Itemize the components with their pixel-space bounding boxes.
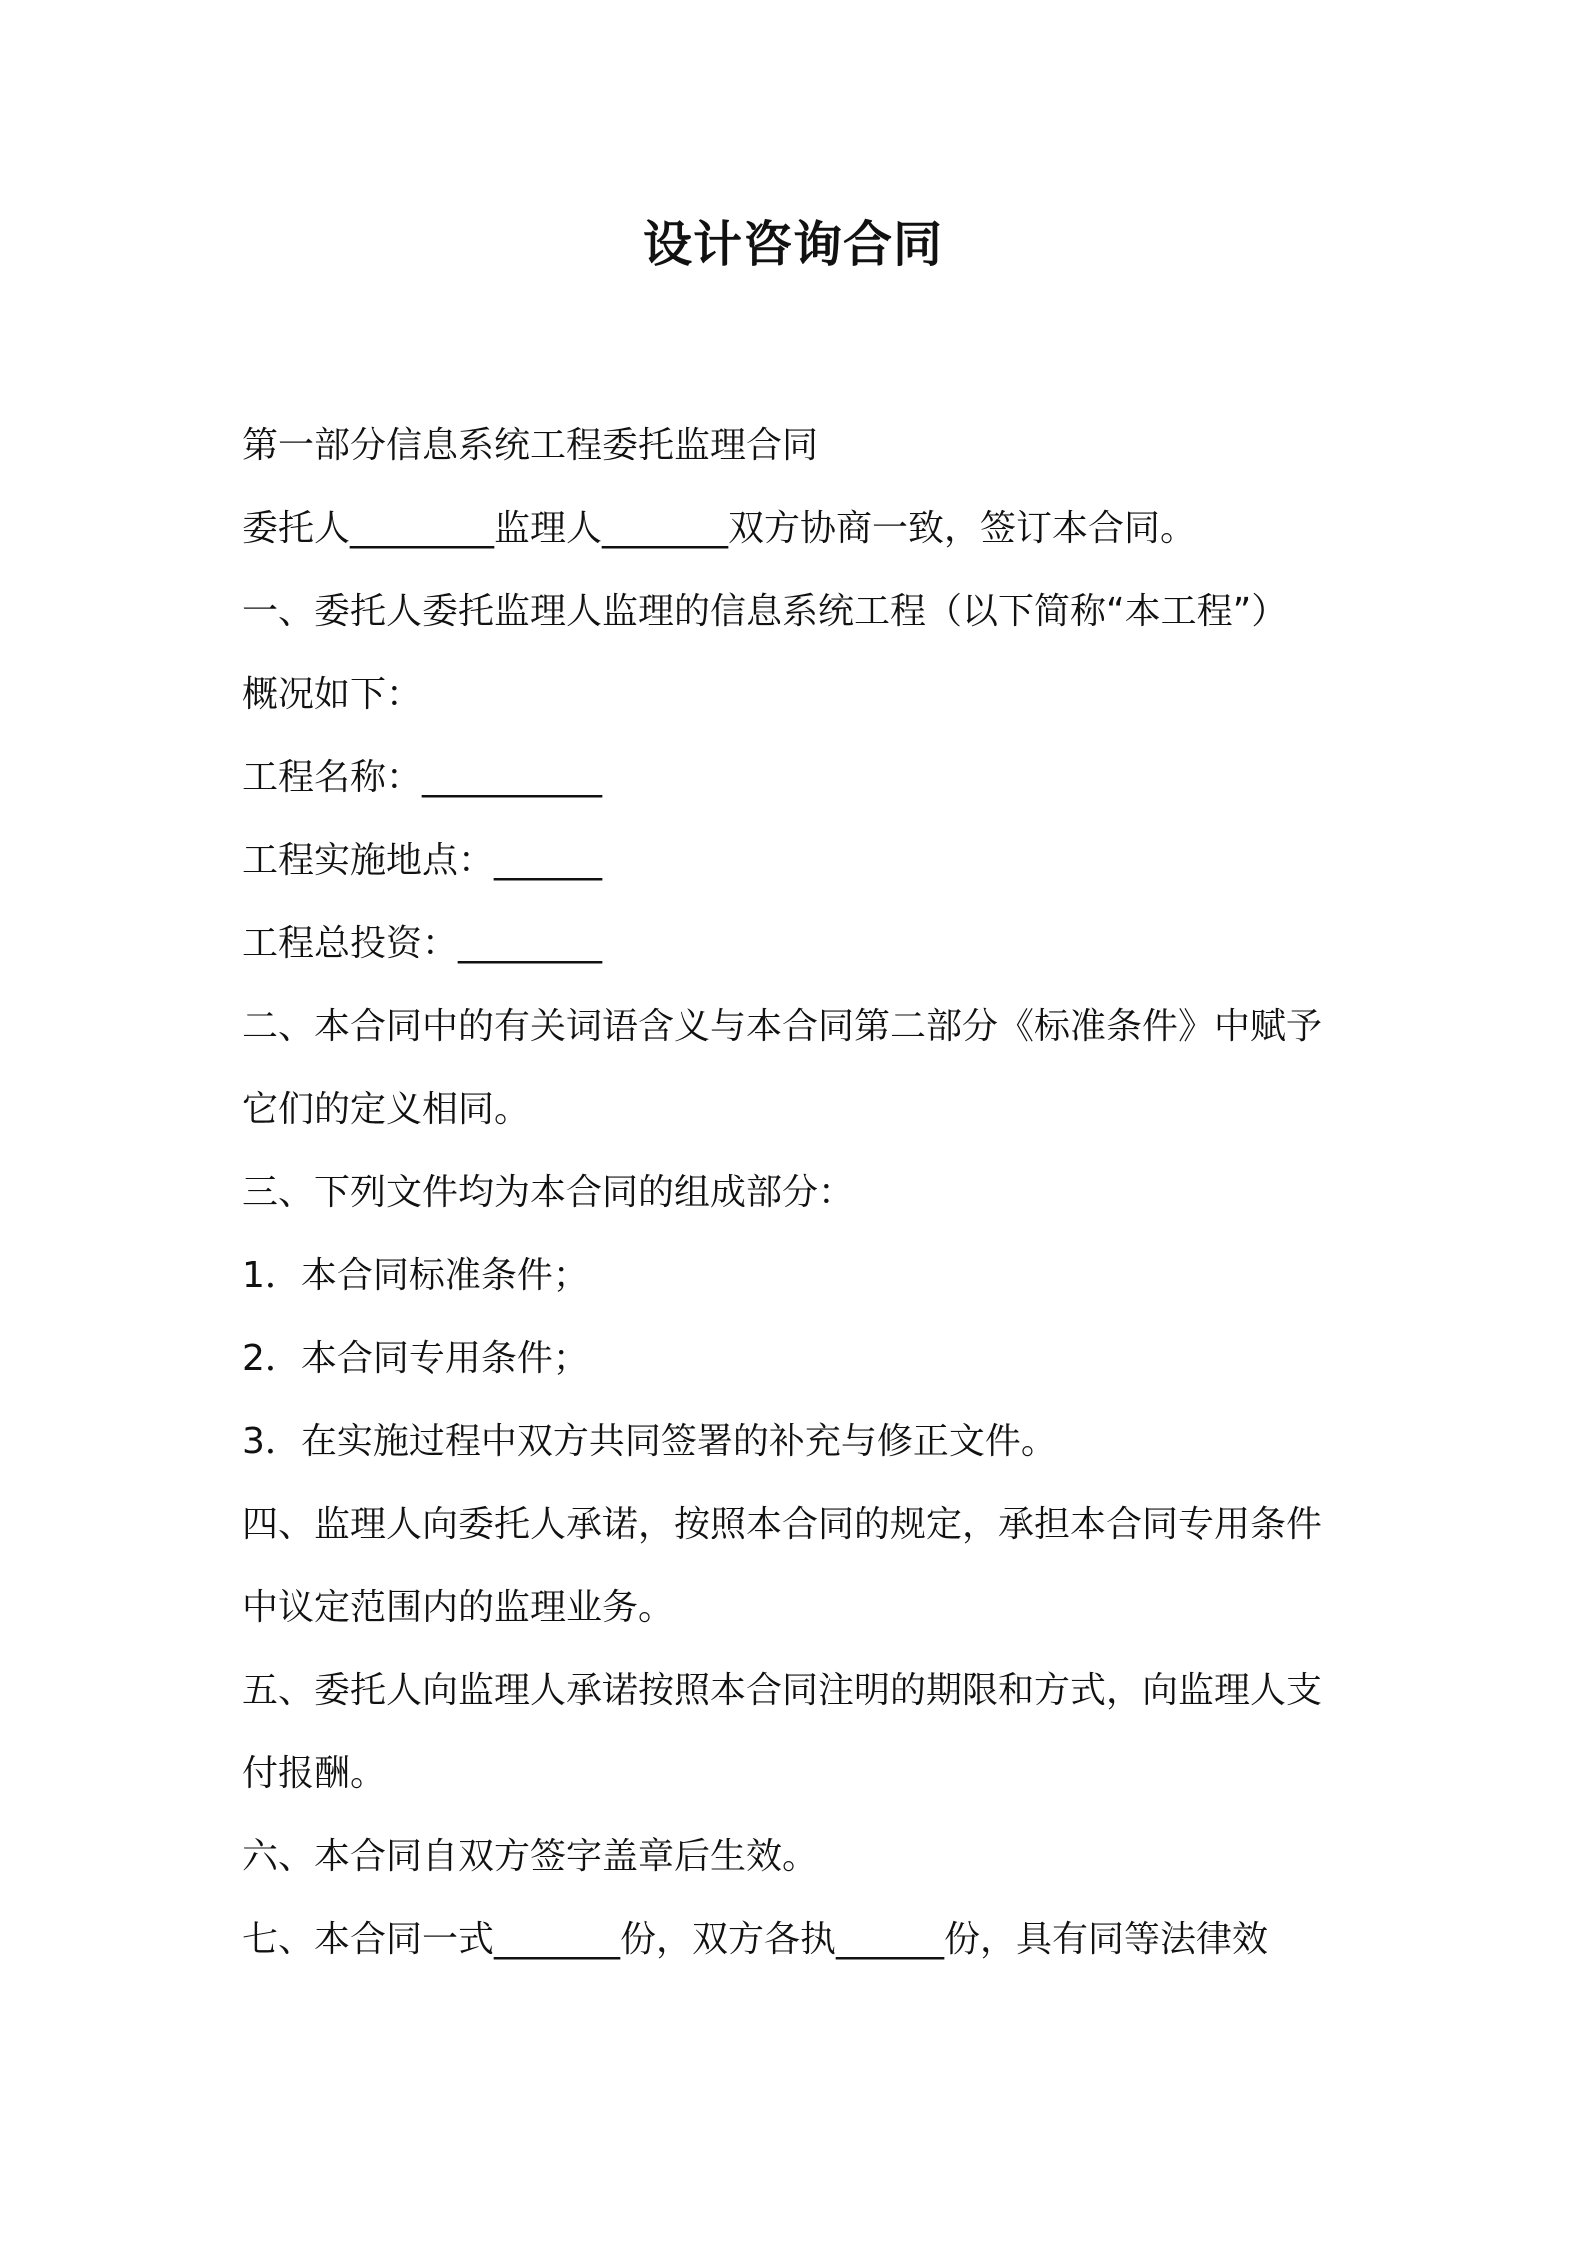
clause-7-line: 七、本合同一式_______份，双方各执______份，具有同等法律效	[242, 1919, 1269, 1960]
parties-line: 委托人________监理人_______双方协商一致，签订本合同。	[242, 508, 1197, 549]
clause-2-line-2: 它们的定义相同。	[242, 1089, 531, 1130]
clause-5-line-2: 付报酬。	[242, 1753, 387, 1794]
clause-1-line-1: 一、委托人委托监理人监理的信息系统工程（以下简称“本工程”）	[242, 591, 1288, 632]
clause-2-line-1: 二、本合同中的有关词语含义与本合同第二部分《标准条件》中赋予	[242, 1006, 1323, 1047]
clause-4-line-1: 四、监理人向委托人承诺，按照本合同的规定，承担本合同专用条件	[242, 1504, 1323, 1545]
project-location-line: 工程实施地点：______	[242, 840, 603, 881]
clause-6-line: 六、本合同自双方签字盖章后生效。	[242, 1836, 819, 1877]
clause-3-item-2: 2．本合同专用条件；	[242, 1338, 589, 1379]
clause-3-item-3: 3．在实施过程中双方共同签署的补充与修正文件。	[242, 1421, 1057, 1462]
project-investment-line: 工程总投资：________	[242, 923, 603, 964]
clause-4-line-2: 中议定范围内的监理业务。	[242, 1587, 675, 1628]
clause-3-item-1: 1．本合同标准条件；	[242, 1255, 589, 1296]
project-name-line: 工程名称：__________	[242, 757, 603, 798]
document-title: 设计咨询合同	[642, 216, 943, 273]
clause-5-line-1: 五、委托人向监理人承诺按照本合同注明的期限和方式，向监理人支	[242, 1670, 1323, 1711]
section-heading: 第一部分信息系统工程委托监理合同	[242, 425, 819, 466]
document-body	[242, 404, 1362, 1981]
clause-1-line-2: 概况如下：	[242, 674, 423, 715]
clause-3-line: 三、下列文件均为本合同的组成部分：	[242, 1172, 855, 1213]
